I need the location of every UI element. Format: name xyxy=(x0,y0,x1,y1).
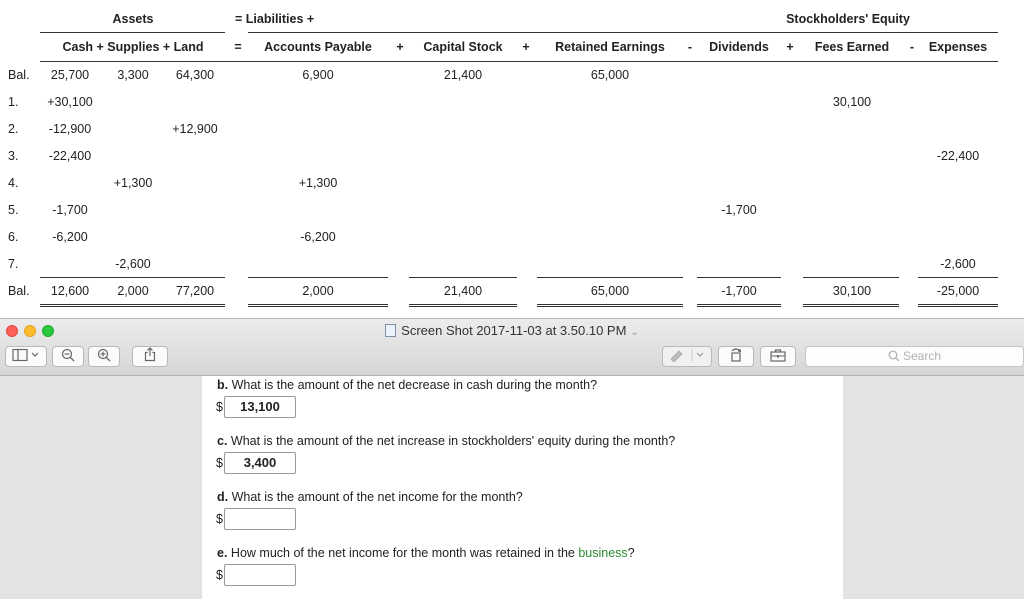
question-text: What is the amount of the net income for the month? xyxy=(231,490,523,504)
row-label: 7. xyxy=(8,257,19,271)
zoom-out-button[interactable] xyxy=(52,346,84,367)
column-header-rule xyxy=(40,61,998,62)
row-label: 3. xyxy=(8,149,19,163)
question-text: What is the amount of the net increase in stockholders' equity during the month? xyxy=(230,434,676,448)
total-rule xyxy=(918,277,998,278)
cell-accounts-payable: +1,300 xyxy=(298,176,338,190)
search-placeholder: Search xyxy=(902,349,942,363)
double-underline xyxy=(537,304,683,307)
double-underline xyxy=(248,304,388,307)
cell-accounts-payable-total: 2,000 xyxy=(302,284,334,298)
zoom-in-button[interactable] xyxy=(88,346,120,367)
col-header-plus: + xyxy=(396,40,404,54)
question-letter: c. xyxy=(217,434,228,448)
total-rule xyxy=(537,277,683,278)
cell-supplies-total: 2,000 xyxy=(117,284,149,298)
cell-land-total: 77,200 xyxy=(175,284,215,298)
col-header-plus: + xyxy=(786,40,794,54)
col-header-accounts-payable: Accounts Payable xyxy=(264,40,372,54)
cell-cash: +30,100 xyxy=(47,95,93,109)
header-rule xyxy=(40,32,225,33)
col-header-fees-earned: Fees Earned xyxy=(814,40,890,54)
cell-retained-earnings-total: 65,000 xyxy=(590,284,630,298)
search-input[interactable] xyxy=(805,346,1024,367)
total-rule xyxy=(248,277,388,278)
sidebar-view-button[interactable] xyxy=(5,346,47,367)
document-page xyxy=(202,376,843,599)
currency-symbol: $ xyxy=(216,512,223,526)
cell-supplies: -2,600 xyxy=(115,257,151,271)
sidebar-icon xyxy=(11,348,41,362)
cell-cash-total: 12,600 xyxy=(50,284,90,298)
business-link[interactable]: business xyxy=(578,546,628,560)
cell-land: +12,900 xyxy=(172,122,218,136)
currency-symbol: $ xyxy=(216,568,223,582)
question-letter: b. xyxy=(217,378,229,392)
cell-cash: -6,200 xyxy=(52,230,88,244)
col-header-plus: + xyxy=(522,40,530,54)
row-label: 5. xyxy=(8,203,19,217)
total-rule xyxy=(40,277,225,278)
double-underline xyxy=(409,304,517,307)
col-header-minus: - xyxy=(909,40,915,54)
cell-expenses: -22,400 xyxy=(936,149,980,163)
question-text-end: ? xyxy=(627,546,635,560)
answer-b-field[interactable]: 13,100 xyxy=(224,396,296,418)
total-rule xyxy=(409,277,517,278)
cell-land: 64,300 xyxy=(175,68,215,82)
question-c xyxy=(217,434,675,448)
row-label: Bal. xyxy=(8,68,30,82)
col-header-dividends: Dividends xyxy=(709,40,769,54)
chevron-down-icon: ⌄ xyxy=(630,327,639,338)
cell-supplies: +1,300 xyxy=(113,176,153,190)
cell-cash: 25,700 xyxy=(50,68,90,82)
cell-capital-stock: 21,400 xyxy=(443,68,483,82)
answer-c-field[interactable]: 3,400 xyxy=(224,452,296,474)
window-title[interactable] xyxy=(0,323,1024,338)
rotate-icon xyxy=(728,347,744,362)
double-underline xyxy=(918,304,998,307)
liabilities-header: = Liabilities + xyxy=(235,12,315,26)
total-rule xyxy=(803,277,899,278)
cell-fees-earned: 30,100 xyxy=(832,95,872,109)
cell-cash: -1,700 xyxy=(52,203,88,217)
col-header-retained-earnings: Retained Earnings xyxy=(555,40,665,54)
toolbox-icon xyxy=(769,348,787,362)
row-label: Bal. xyxy=(8,284,30,298)
cell-cash: -12,900 xyxy=(48,122,92,136)
question-d xyxy=(217,490,523,504)
col-header-capital-stock: Capital Stock xyxy=(423,40,503,54)
double-underline xyxy=(803,304,899,307)
col-header-expenses: Expenses xyxy=(928,40,988,54)
currency-symbol: $ xyxy=(216,400,223,414)
markup-pen-icon xyxy=(666,348,708,362)
col-header-cash-supplies-land: Cash + Supplies + Land xyxy=(62,40,204,54)
cell-supplies: 3,300 xyxy=(117,68,149,82)
preview-window xyxy=(0,318,1024,599)
row-label: 2. xyxy=(8,122,19,136)
cell-dividends: -1,700 xyxy=(721,203,757,217)
share-button[interactable] xyxy=(132,346,168,367)
double-underline xyxy=(697,304,781,307)
search-icon xyxy=(888,350,900,362)
cell-expenses-total: -25,000 xyxy=(936,284,980,298)
question-b xyxy=(217,378,597,392)
row-label: 4. xyxy=(8,176,19,190)
toolbox-button[interactable] xyxy=(760,346,796,367)
window-title-text: Screen Shot 2017-11-03 at 3.50.10 PM xyxy=(401,323,627,338)
window-titlebar xyxy=(0,318,1024,376)
header-rule xyxy=(248,32,998,33)
cell-accounts-payable: 6,900 xyxy=(302,68,334,82)
question-letter: e. xyxy=(217,546,228,560)
col-header-minus: - xyxy=(687,40,693,54)
row-label: 6. xyxy=(8,230,19,244)
cell-expenses: -2,600 xyxy=(940,257,976,271)
share-icon xyxy=(143,347,157,362)
total-rule xyxy=(697,277,781,278)
question-e xyxy=(217,546,635,560)
cell-accounts-payable: -6,200 xyxy=(300,230,336,244)
answer-d-field[interactable] xyxy=(224,508,296,530)
answer-e-field[interactable] xyxy=(224,564,296,586)
currency-symbol: $ xyxy=(216,456,223,470)
question-letter: d. xyxy=(217,490,229,504)
double-underline xyxy=(40,304,225,307)
cell-fees-earned-total: 30,100 xyxy=(832,284,872,298)
zoom-in-icon xyxy=(97,348,111,362)
cell-cash: -22,400 xyxy=(48,149,92,163)
question-text: How much of the net income for the month was retained in the xyxy=(230,546,579,560)
zoom-out-icon xyxy=(61,348,75,362)
stockholders-equity-header: Stockholders' Equity xyxy=(786,12,910,26)
document-icon xyxy=(385,324,396,337)
row-label: 1. xyxy=(8,95,19,109)
markup-button[interactable] xyxy=(662,346,712,367)
cell-dividends-total: -1,700 xyxy=(721,284,757,298)
col-header-equals: = xyxy=(234,40,242,54)
rotate-button[interactable] xyxy=(718,346,754,367)
assets-header: Assets xyxy=(112,12,154,26)
cell-capital-stock-total: 21,400 xyxy=(443,284,483,298)
question-text: What is the amount of the net decrease in cash during the month? xyxy=(231,378,598,392)
cell-retained-earnings: 65,000 xyxy=(590,68,630,82)
